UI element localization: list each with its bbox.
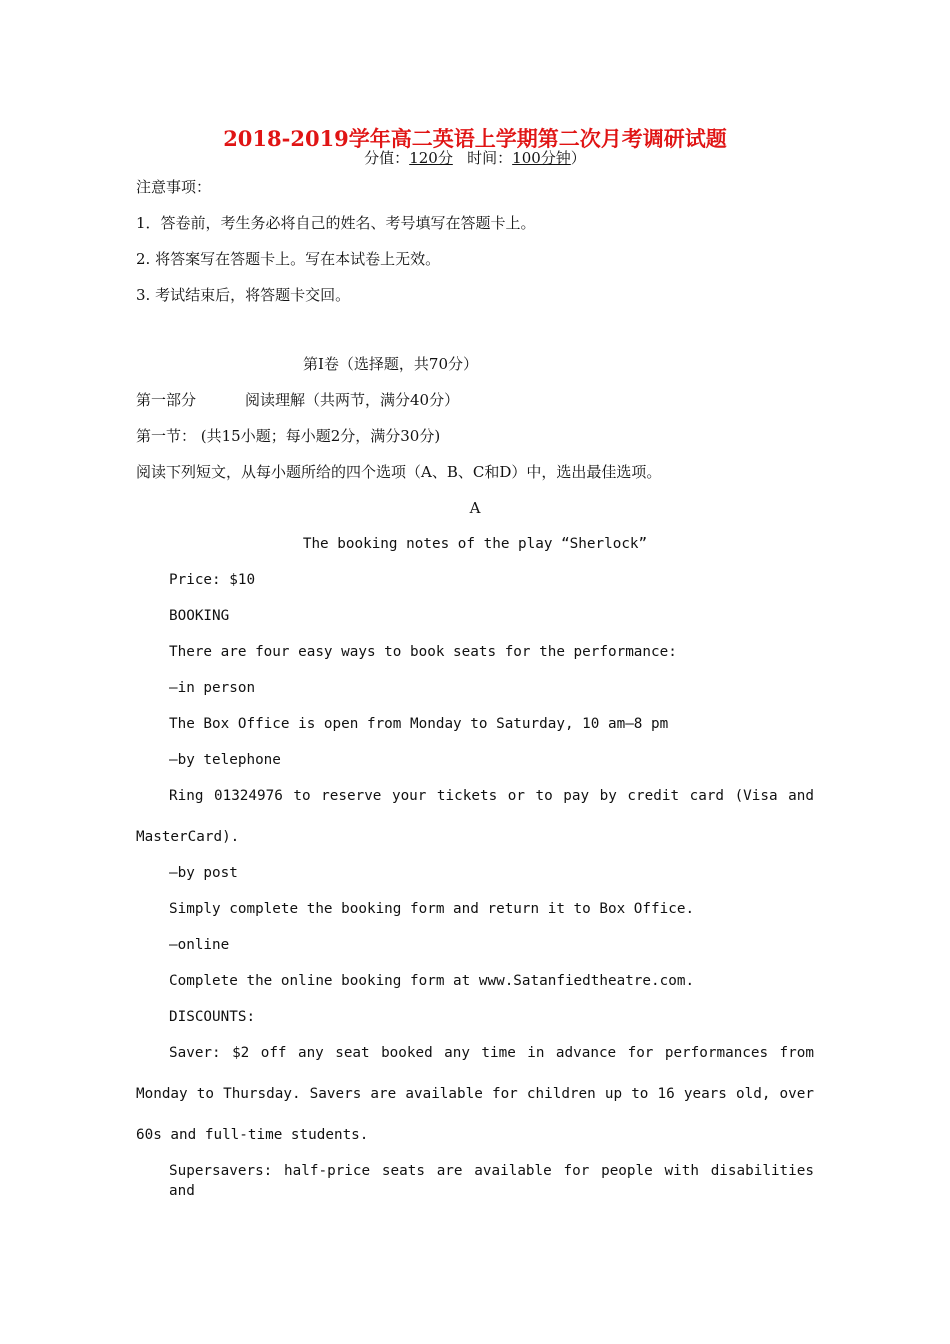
booking-heading: BOOKING bbox=[169, 608, 230, 624]
note-item-1: 1．答卷前，考生务必将自己的姓名、考号填写在答题卡上。 bbox=[136, 214, 536, 232]
online: —online bbox=[169, 937, 230, 953]
volume-heading: 第Ⅰ卷（选择题，共70分） bbox=[303, 355, 479, 373]
subsection-heading: 第一节： (共15小题；每小题2分，满分30分) bbox=[136, 427, 441, 445]
ring-line-2: MasterCard). bbox=[136, 829, 240, 845]
passage-title: The booking notes of the play “Sherlock” bbox=[302, 536, 648, 552]
part-title: 阅读理解（共两节，满分40分） bbox=[245, 391, 460, 409]
note-item-3: 3. 考试结束后，将答题卡交回。 bbox=[136, 286, 351, 304]
time-label: 时间： bbox=[467, 149, 513, 167]
box-office-hours: The Box Office is open from Monday to Saturday, 10 am—8 pm bbox=[169, 716, 669, 732]
time-value: 100分钟 bbox=[512, 149, 571, 167]
saver-line-3: 60s and full-time students. bbox=[136, 1127, 369, 1143]
score-label: 分值： bbox=[364, 149, 410, 167]
instruction: 阅读下列短文，从每小题所给的四个选项（A、B、C和D）中，选出最佳选项。 bbox=[136, 463, 662, 481]
passage-letter: A bbox=[469, 499, 481, 517]
score-time-line bbox=[0, 148, 950, 168]
note-item-2: 2. 将答案写在答题卡上。写在本试卷上无效。 bbox=[136, 250, 441, 268]
by-post: —by post bbox=[169, 865, 238, 881]
price: Price: $10 bbox=[169, 572, 256, 588]
saver-line-1: Saver: $2 off any seat booked any time in advance for performances from bbox=[169, 1045, 814, 1061]
in-person: —in person bbox=[169, 680, 256, 696]
post-text: Simply complete the booking form and return it to Box Office. bbox=[169, 901, 695, 917]
spacer bbox=[453, 149, 467, 167]
part-label: 第一部分 bbox=[136, 391, 197, 409]
booking-intro: There are four easy ways to book seats for the performance: bbox=[169, 644, 677, 660]
online-text: Complete the online booking form at www.Satanfiedtheatre.com. bbox=[169, 973, 695, 989]
close-paren: ） bbox=[570, 149, 586, 167]
exam-title: 2018-2019学年高二英语上学期第二次月考调研试题 bbox=[223, 126, 727, 151]
saver-line-2: Monday to Thursday. Savers are available for children up to 16 years old, over bbox=[136, 1086, 814, 1102]
ring-line-1: Ring 01324976 to reserve your tickets or to pay by credit card (Visa and bbox=[169, 788, 814, 804]
score-value: 120分 bbox=[409, 149, 453, 167]
discounts-heading: DISCOUNTS: bbox=[169, 1009, 256, 1025]
supersaver-line-1: Supersavers: half-price seats are available for people with disabilities and bbox=[169, 1163, 814, 1199]
by-telephone: —by telephone bbox=[169, 752, 281, 768]
notes-heading: 注意事项： bbox=[136, 178, 212, 196]
